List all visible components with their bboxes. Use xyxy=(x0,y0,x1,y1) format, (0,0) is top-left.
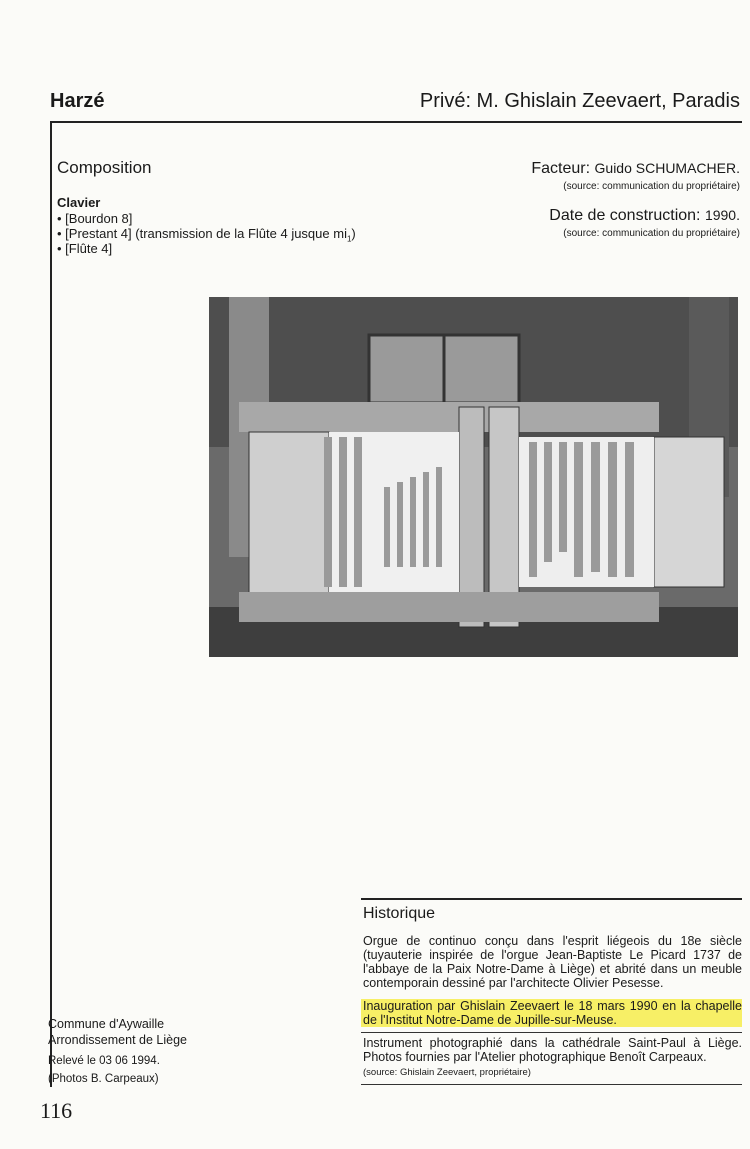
historique-highlight: Inauguration par Ghislain Zeevaert le 18 mars 1990 en la chapelle de l'Institut Notre-Dame de Jupille-sur-Meuse. xyxy=(363,999,742,1027)
page-number: 116 xyxy=(40,1098,73,1123)
historique-rule xyxy=(361,898,742,900)
historique-source: (source: Ghislain Zeevaert, propriétaire) xyxy=(363,1067,531,1078)
commune: Commune d'Aywaille xyxy=(48,1017,165,1031)
keyboard-label: Clavier xyxy=(57,195,101,210)
construction-value: 1990. xyxy=(704,207,740,223)
builder-line xyxy=(531,160,740,178)
historique-bottom-rule xyxy=(361,1084,742,1085)
historique-divider xyxy=(361,1032,742,1033)
owner-heading: Privé: M. Ghislain Zeevaert, Paradis xyxy=(419,90,740,112)
builder-source: (source: communication du propriétaire) xyxy=(563,181,740,192)
releve-date: Relevé le 03 06 1994. xyxy=(48,1055,160,1067)
composition-title: Composition xyxy=(57,158,152,177)
organ-photo xyxy=(209,297,738,657)
photo-credit: (Photos B. Carpeaux) xyxy=(48,1073,159,1085)
stop-text: • [Prestant 4] (transmission de la Flûte 4 jusque mi xyxy=(57,226,347,241)
builder-label: Facteur: xyxy=(531,160,591,177)
top-rule xyxy=(50,121,742,123)
place-name: Harzé xyxy=(50,90,105,112)
historique-paragraph: Instrument photographié dans la cathédrale Saint-Paul à Liège. Photos fournies par l'Atelier photographique Benoît Carpeaux. xyxy=(363,1036,742,1064)
arrondissement: Arrondissement de Liège xyxy=(48,1033,187,1047)
historique-paragraph: Orgue de continuo conçu dans l'esprit liégeois du 18e siècle (tuyauterie inspirée de l'orgue Jean-Baptiste Le Picard 1737 de l'abbaye de la Paix Notre-Dame à Liège) et abrité dans un meuble contemporain dessiné par l'architecte Olivier Pesesse. xyxy=(363,934,742,990)
construction-line xyxy=(549,207,740,225)
construction-label: Date de construction: xyxy=(549,207,701,224)
stop-item: • [Bourdon 8] xyxy=(57,211,133,226)
historique-title: Historique xyxy=(363,905,436,922)
stop-tail: ) xyxy=(351,226,356,241)
builder-value: Guido SCHUMACHER. xyxy=(594,160,740,176)
left-rule xyxy=(50,121,52,1087)
construction-source: (source: communication du propriétaire) xyxy=(563,228,740,239)
stop-item: • [Flûte 4] xyxy=(57,241,113,256)
stop-subscript: 1 xyxy=(346,234,352,244)
